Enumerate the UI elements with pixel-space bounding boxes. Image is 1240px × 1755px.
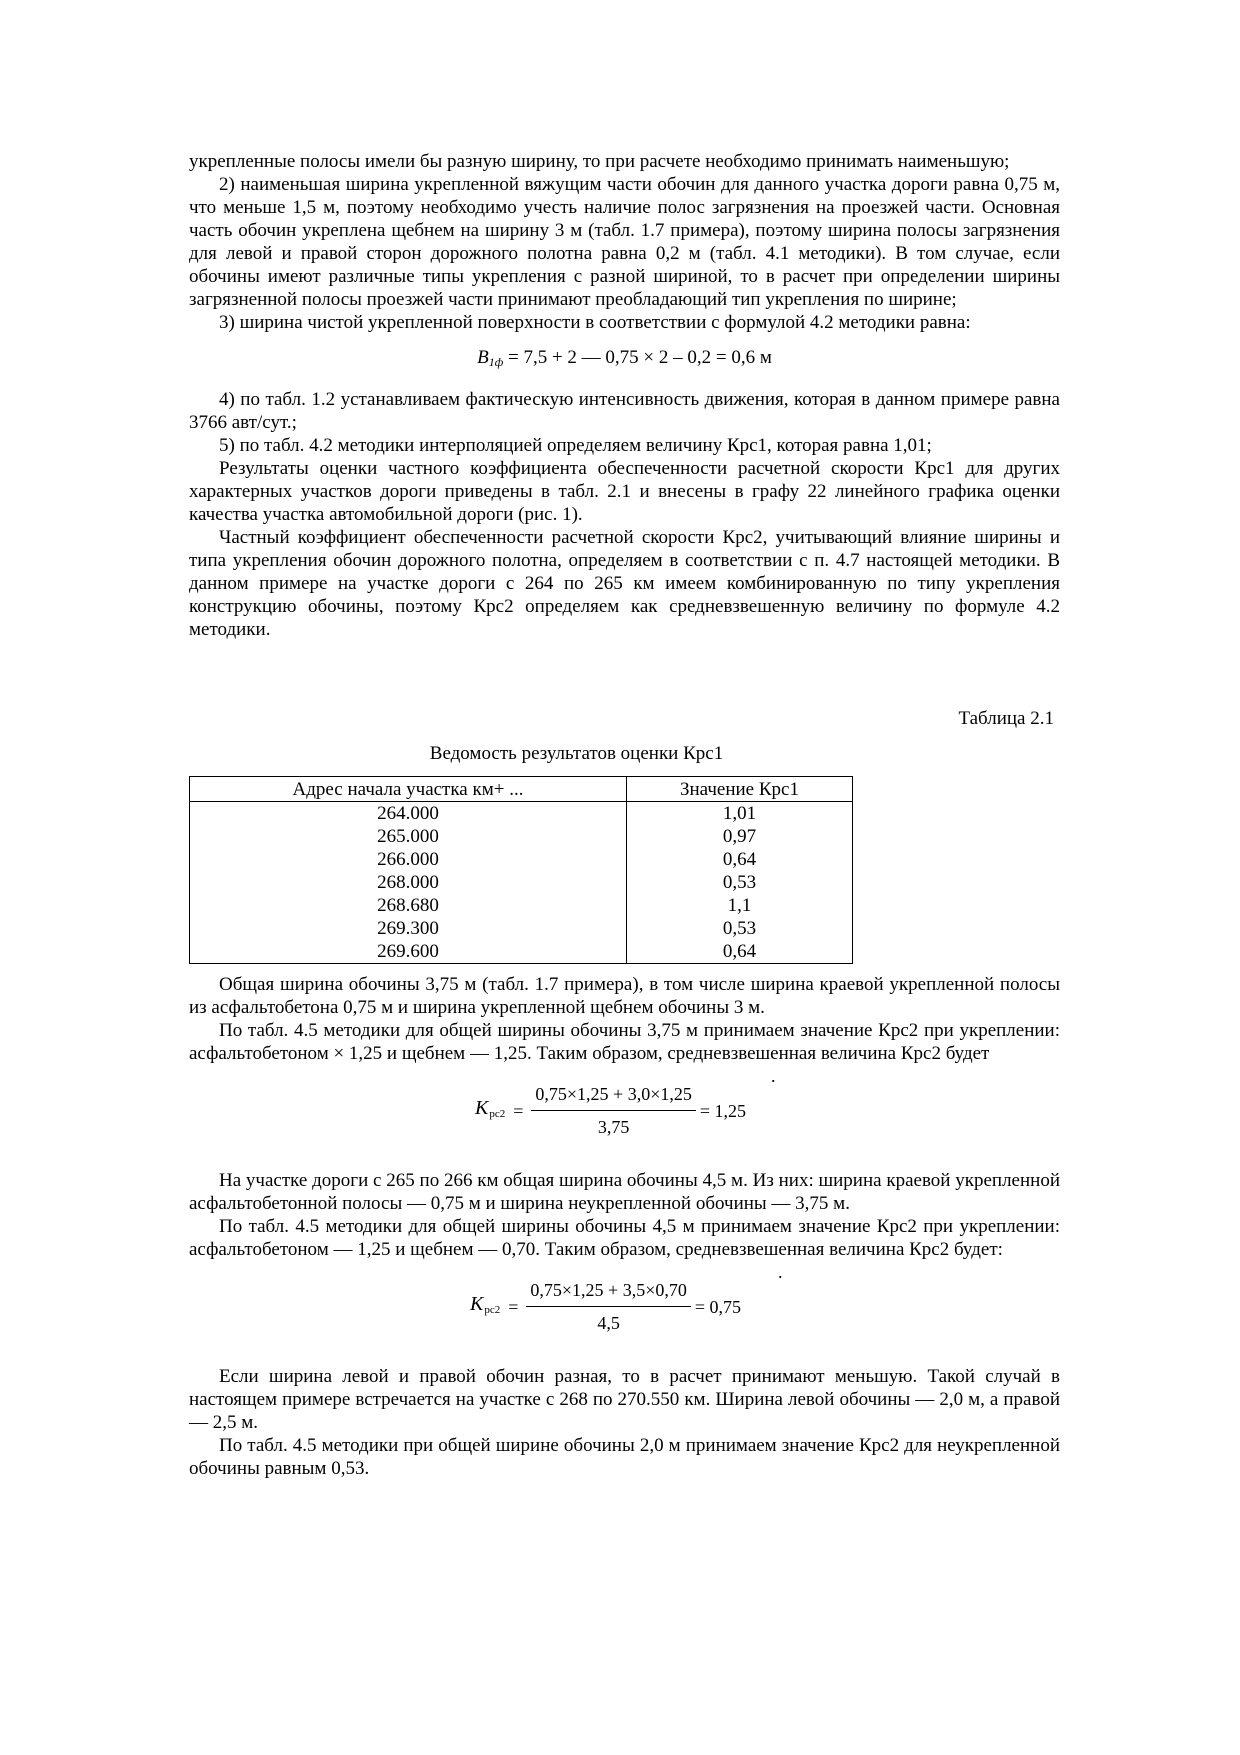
table-row (190, 871, 853, 894)
cell-address: 268.680 (190, 894, 627, 917)
formula-b1f (189, 346, 1060, 374)
paragraph: Если ширина левой и правой обочин разная, то в расчет принимают меньшую. Такой случай в настоящем примере встречается на участке с 268 по 270.550 км. Ширина левой обочины –– 2,0 м, а правой –– 2,5 м. (189, 1366, 1060, 1433)
paragraph: 2) наименьшая ширина укрепленной вяжущим части обочин для данного участка дороги равна 0,75 м, что меньше 1,5 м, поэтому необходимо учесть наличие полос загрязнения на проезжей части. Основная часть обочин укреплена щебнем на ширину 3 м (табл. 1.7 примера), поэтому ширина полосы загрязнения для левой и правой сторон дорожного полотна равна 0,2 м (табл. 4.1 методики). В том случае, если обочины имеют различные типы укрепления с разной шириной, то в расчет при определении ширины загрязненной полосы проезжей части принимают преобладающий тип укрепления по ширине; (189, 174, 1060, 310)
formula-result: = 0,75 (694, 1296, 742, 1317)
formula-subscript: рс2 (484, 1303, 501, 1316)
table-row (190, 894, 853, 917)
paragraph: По табл. 4.5 методики для общей ширины обочины 4,5 м принимаем значение Крс2 при укреплении: асфальтобетоном –– 1,25 и щебнем –– 0,70. Таким образом, средневзвешенная величина Крс2 будет: (189, 1216, 1060, 1260)
cell-value: 0,64 (626, 848, 852, 871)
column-header-value: Значение Крс1 (626, 777, 852, 802)
paragraph: укрепленные полосы имели бы разную ширину, то при расчете необходимо принимать наименьшую; (189, 151, 1010, 172)
cell-value: 0,97 (626, 825, 852, 848)
paragraph: Частный коэффициент обеспеченности расчетной скорости Крс2, учитывающий влияние ширины и типа укрепления обочин дорожного полотна, определяем в соответствии с п. 4.7 настоящей методики. В данном примере на участке дороги с 264 по 265 км имеем комбинированную по типу укрепления конструкцию обочины, поэтому Крс2 определяем как средневзвешенную величину по формуле 4.2 методики. (189, 527, 1060, 640)
cell-address: 268.000 (190, 871, 627, 894)
paragraph: По табл. 4.5 методики для общей ширины обочины 3,75 м принимаем значение Крс2 при укреплении: асфальтобетоном × 1,25 и щебнем –– 1,25. Таким образом, средневзвешенная величина Крс2 будет (189, 1020, 1060, 1064)
table-row (190, 940, 853, 964)
table-row (190, 917, 853, 940)
formula-krs2-b-block (189, 1261, 1060, 1365)
document-page (189, 150, 1060, 1480)
formula-subscript: рс2 (489, 1107, 506, 1120)
cell-address: 264.000 (190, 802, 627, 826)
paragraph: Результаты оценки частного коэффициента обеспеченности расчетной скорости Крс1 для других характерных участков дороги приведены в табл. 2.1 и внесены в графу 22 линейного графика оценки качества участка автомобильной дороги (рис. 1). (189, 458, 1060, 525)
formula-numerator: 0,75×1,25 + 3,5×0,70 (526, 1279, 690, 1307)
formula-symbol: K (475, 1096, 489, 1119)
table-caption: Таблица 2.1 (958, 708, 1054, 729)
cell-value: 1,01 (626, 802, 852, 826)
cell-value: 0,53 (626, 917, 852, 940)
formula-krs2-a-block (189, 1065, 1060, 1169)
formula-dot: . (771, 1066, 776, 1086)
cell-value: 1,1 (626, 894, 852, 917)
cell-address: 266.000 (190, 848, 627, 871)
paragraph: 3) ширина чистой укрепленной поверхности в соответствии с формулой 4.2 методики равна: (219, 312, 971, 333)
formula-symbol: K (470, 1292, 484, 1315)
formula-symbol: B (477, 347, 489, 368)
formula-krs2-b: $K_{рс2}$ = $\frac{0,75\times 1,25 + 3,5\times 0,70}{4,5}$ = 0,75 (470, 1280, 742, 1333)
formula-krs2-a: $K_{рс2}$ = $\frac{0,75\times 1,25 + 3,0\times 1,25}{3,75}$ = 1,25 (475, 1084, 747, 1137)
cell-address: 269.300 (190, 917, 627, 940)
paragraph: На участке дороги с 265 по 266 км общая ширина обочины 4,5 м. Из них: ширина краевой укрепленной асфальтобетонной полосы –– 0,75 м и ширина неукрепленной обочины –– 3,75 м. (189, 1170, 1060, 1214)
cell-address: 265.000 (190, 825, 627, 848)
formula-denominator: 4,5 (597, 1313, 620, 1333)
paragraph: Общая ширина обочины 3,75 м (табл. 1.7 примера), в том числе ширина краевой укрепленной полосы из асфальтобетона 0,75 м и ширина укрепленной щебнем обочины 3 м. (189, 974, 1060, 1018)
formula-expression: = 7,5 + 2 –– 0,75 × 2 – 0,2 = 0,6 м (508, 347, 772, 368)
table-row (190, 848, 853, 871)
cell-value: 0,53 (626, 871, 852, 894)
formula-subscript: 1ф (488, 355, 504, 369)
paragraph: 5) по табл. 4.2 методики интерполяцией определяем величину Крс1, которая равна 1,01; (219, 435, 932, 456)
table-row (190, 825, 853, 848)
formula-numerator: 0,75×1,25 + 3,0×1,25 (531, 1083, 695, 1111)
paragraph: По табл. 4.5 методики при общей ширине обочины 2,0 м принимаем значение Крс2 для неукрепленной обочины равным 0,53. (189, 1435, 1060, 1479)
krs1-results-table (189, 776, 853, 964)
table-title: Ведомость результатов оценки Крс1 (429, 743, 724, 764)
cell-address: 269.600 (190, 940, 627, 964)
table-header-row (190, 777, 853, 802)
formula-result: = 1,25 (699, 1100, 747, 1121)
cell-value: 0,64 (626, 940, 852, 964)
formula-dot: . (778, 1262, 783, 1282)
formula-denominator: 3,75 (597, 1117, 630, 1137)
column-header-address: Адрес начала участка км+ ... (190, 777, 627, 802)
paragraph: 4) по табл. 1.2 устанавливаем фактическую интенсивность движения, которая в данном примере равна 3766 авт/сут.; (189, 389, 1060, 433)
table-row (190, 802, 853, 826)
